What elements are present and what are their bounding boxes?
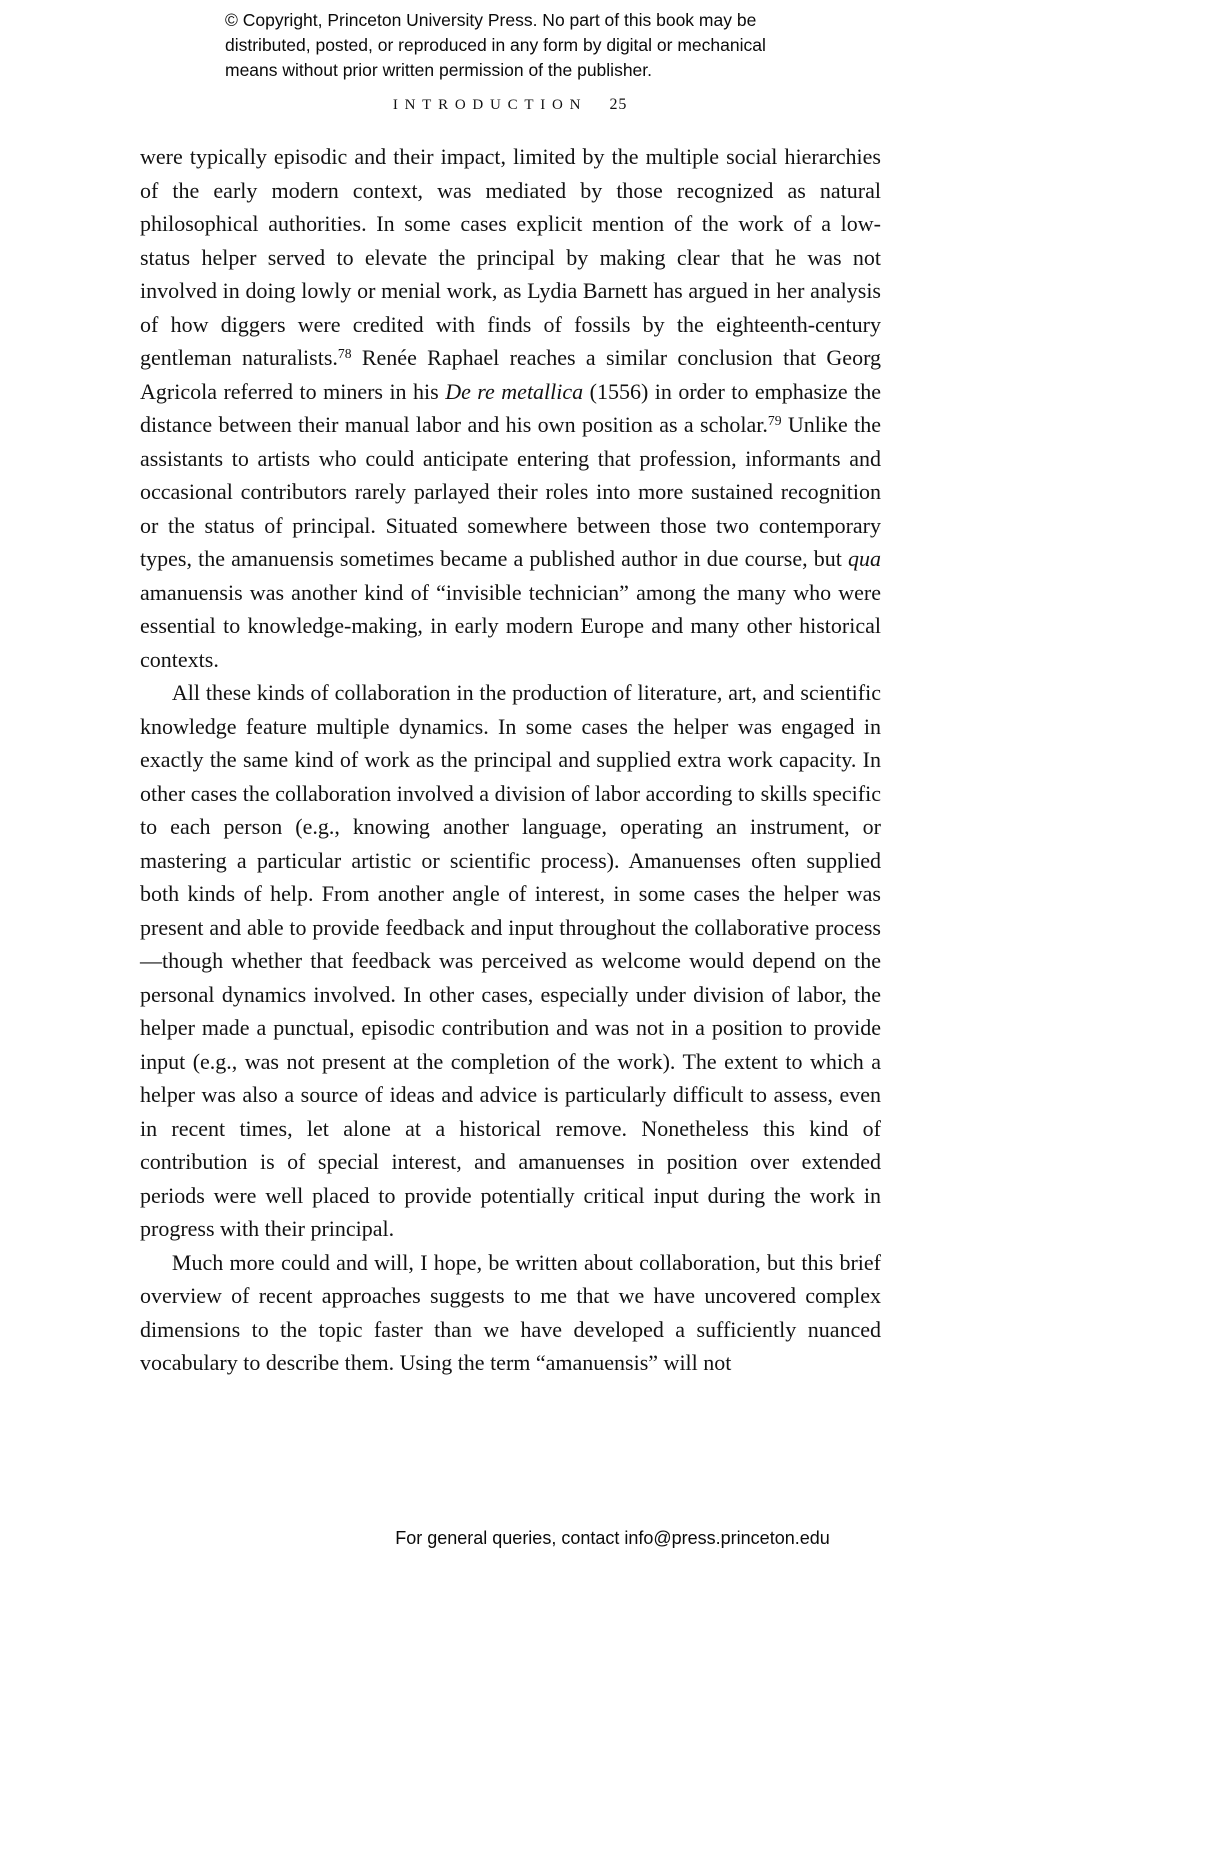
- text-run: Unlike the assistants to artists who could anticipate entering that profession, informants and occasional contributors rarely parlayed their roles into more sustained recognition or the status of principal. Situated somewhere between those two contemporary types, the amanuensis sometimes became a published author in due course, but: [140, 412, 881, 571]
- running-head: [140, 96, 880, 114]
- footnote-ref-78: 78: [337, 345, 352, 361]
- text-run: were typically episodic and their impact, limited by the multiple social hierarchies of the early modern context, was mediated by those recognized as natural philosophical authorities. In some cases explicit mention of the work of a low-status helper served to elevate the principal by making clear that he was not involved in doing lowly or menial work, as Lydia Barnett has argued in her analysis of how diggers were credited with finds of fossils by the eighteenth-century gentleman naturalists.: [140, 144, 881, 370]
- footer-text: For general queries, contact info@press.princeton.edu: [395, 1528, 830, 1548]
- book-title-italic: De re metallica: [445, 378, 584, 404]
- text-run: Renée Raphael reaches a similar conclusion that Georg Agricola referred to miners in his: [140, 345, 881, 404]
- paragraph-1: [140, 140, 881, 676]
- copyright-line: © Copyright, Princeton University Press. No part of this book may be: [225, 10, 757, 30]
- paragraph-3: [140, 1246, 881, 1380]
- body-text: [140, 140, 881, 1380]
- copyright-notice: [225, 8, 766, 83]
- footer-queries: [0, 1528, 1225, 1549]
- text-run: All these kinds of collaboration in the production of literature, art, and scientific knowledge feature multiple dynamics. In some cases the helper was engaged in exactly the same kind of work as the principal and supplied extra work capacity. In other cases the collaboration involved a division of labor according to skills specific to each person (e.g., knowing another language, operating an instrument, or mastering a particular artistic or scientific process). Amanuenses often supplied both kinds of help. From another angle of interest, in some cases the helper was present and able to provide feedback and input throughout the collaborative process—though whether that feedback was perceived as welcome would depend on the personal dynamics involved. In other cases, especially under division of labor, the helper made a punctual, episodic contribution and was not in a position to provide input (e.g., was not present at the completion of the work). The extent to which a helper was also a source of ideas and advice is particularly difficult to assess, even in recent times, let alone at a historical remove. Nonetheless this kind of contribution is of special interest, and amanuenses in position over extended periods were well placed to provide potentially critical input during the work in progress with their principal.: [140, 680, 881, 1241]
- page-number: 25: [609, 96, 628, 113]
- text-run: (1556) in order to emphasize the distance between their manual labor and his own position as a scholar.: [140, 378, 882, 437]
- text-run: amanuensis was another kind of “invisible technician” among the many who were essential to knowledge-making, in early modern Europe and many other historical contexts.: [140, 579, 881, 672]
- text-run: Much more could and will, I hope, be written about collaboration, but this brief overview of recent approaches suggests to me that we have uncovered complex dimensions to the topic faster than we have developed a sufficiently nuanced vocabulary to describe them. Using the term “amanuensis” will not: [140, 1249, 881, 1375]
- chapter-title: INTRODUCTION: [392, 97, 588, 113]
- copyright-line: means without prior written permission of the publisher.: [225, 60, 653, 80]
- copyright-line: distributed, posted, or reproduced in any form by digital or mechanical: [225, 35, 766, 55]
- paragraph-2: [140, 676, 881, 1246]
- footnote-ref-79: 79: [767, 412, 782, 428]
- latin-term-italic: qua: [848, 546, 881, 571]
